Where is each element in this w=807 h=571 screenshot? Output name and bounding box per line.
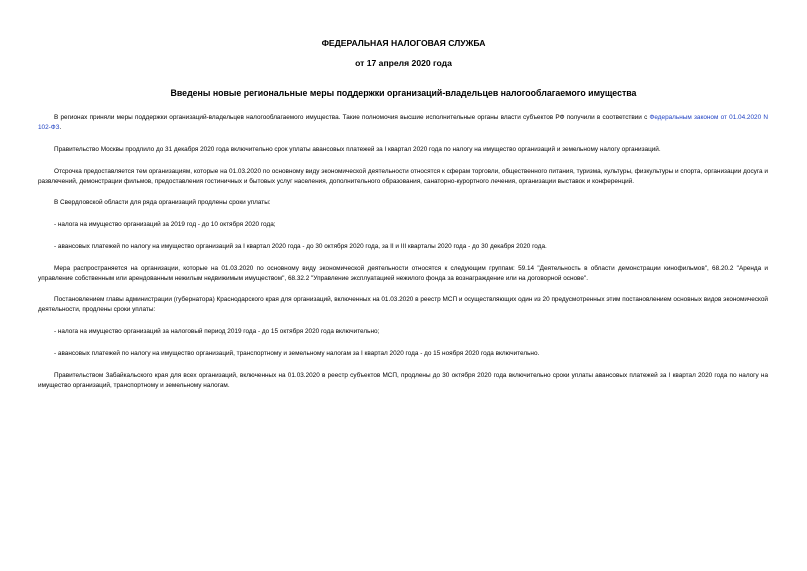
document-body bbox=[38, 113, 768, 391]
list-item-advance-payments: - авансовых платежей по налогу на имущество организаций за I квартал 2020 года - до 30 октября 2020 года, за II и III кварталы 2020 года - до 30 декабря 2020 года. bbox=[54, 243, 547, 250]
paragraph-krasnodar: Постановлением главы администрации (губернатора) Краснодарского края для организаций, включенных на 01.03.2020 в реестр МСП и осуществляющих один из 20 предусмотренных этим постановлением основных видов экономической деятельности, продлены сроки уплаты: bbox=[38, 296, 768, 313]
list-item-krasnodar-property-tax: - налога на имущество организаций за налоговый период 2019 года - до 15 октября 2020 года включительно; bbox=[54, 328, 380, 335]
paragraph-deferral: Отсрочка предоставляется тем организациям, которые на 01.03.2020 по основному виду экономической деятельности относятся к сферам торговли, общественного питания, туризма, культуры, физкультуры и спорта, организации досуга и развлечений, демонстрации фильмов, предоставления гостиничных и бытовых услуг населения, дополнительного образования, санаторно-курортного лечения, организации выставок и конференций. bbox=[38, 168, 768, 185]
federal-law-link[interactable]: Федеральным законом от 01.04.2020 N 102-ФЗ bbox=[38, 114, 768, 131]
agency-name: ФЕДЕРАЛЬНАЯ НАЛОГОВАЯ СЛУЖБА bbox=[321, 38, 486, 48]
document-date: от 17 апреля 2020 года bbox=[355, 58, 452, 68]
paragraph-sverdlovsk: В Свердловской области для ряда организаций продлены сроки уплаты: bbox=[54, 199, 271, 206]
list-item-property-tax-2019: - налога на имущество организаций за 2019 год - до 10 октября 2020 года; bbox=[54, 221, 276, 228]
paragraph-moscow: Правительство Москвы продлило до 31 декабря 2020 года включительно срок уплаты авансовых платежей за I квартал 2020 года по налогу на имущество организаций и земельному налогу организаций. bbox=[54, 146, 661, 153]
list-item-krasnodar-advance-payments: - авансовых платежей по налогу на имущество организаций, транспортному и земельному налогам за I квартал 2020 года - до 15 ноября 2020 года включительно. bbox=[54, 350, 540, 357]
paragraph-regions-text: В регионах приняли меры поддержки организаций-владельцев налогооблагаемого имущества. Такие полномочия высшие исполнительные органы власти субъектов РФ получили в соответствии с bbox=[54, 114, 650, 121]
paragraph-activity-groups: Мера распространяется на организации, которые на 01.03.2020 по основному виду экономической деятельности относятся к следующим группам: 59.14 "Деятельность в области демонстрации кинофильмов", 68.20.2 "Аренда и управление собственным или арендованным нежилым недвижимым имуществом", 68.32.2 "Управление эксплуатацией нежилого фонда за вознаграждение или на договорной основе". bbox=[38, 265, 768, 282]
paragraph-zabaikalsky: Правительством Забайкальского края для всех организаций, включенных на 01.03.2020 в реестр субъектов МСП, продлены до 30 октября 2020 года включительно сроки уплаты авансовых платежей за I квартал 2020 года по налогу на имущество организаций, транспортному и земельному налогам. bbox=[38, 372, 768, 389]
paragraph-regions-end: . bbox=[59, 124, 62, 131]
document-headline: Введены новые региональные меры поддержки организаций-владельцев налогооблагаемого имущества bbox=[170, 88, 637, 98]
paragraph-regions bbox=[38, 113, 768, 133]
